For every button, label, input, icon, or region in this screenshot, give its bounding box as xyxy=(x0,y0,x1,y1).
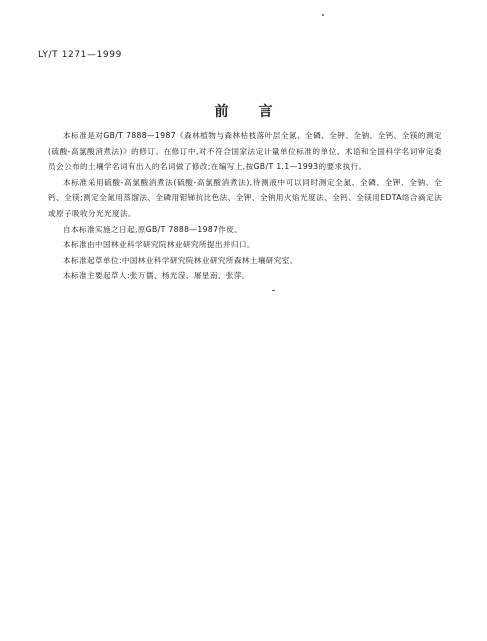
paragraph-method: 本标准采用硫酸-高氯酸消煮法(硫酸-高氯酸消煮法),待测液中可以同时测定全氮、全磷、全钾、全钠、全钙、全镁;测定全氮用蒸馏法、全磷用钼锑抗比色法、全钾、全钠用火焰光度法、全钙、全镁用EDTA络合滴定法或原子吸收分光光度法。 xyxy=(48,177,442,218)
paragraph-proposer: 本标准由中国林业科学研究院林业研究所提出并归口。 xyxy=(63,240,255,250)
page-title: 前言 xyxy=(214,104,303,120)
foreword-body xyxy=(48,128,442,284)
paragraph-drafters: 本标准主要起草人:张万儒、杨光滢、屠星南、张萍。 xyxy=(63,271,250,281)
paragraph-drafting-unit: 本标准起草单位:中国林业科学研究院林业研究所森林土壤研究室。 xyxy=(63,255,298,265)
paragraph-supersede: 自本标准实施之日起,原GB/T 7888—1987作废。 xyxy=(63,224,243,234)
scan-speck xyxy=(272,290,275,291)
standard-code: LY/T 1271—1999 xyxy=(38,50,122,60)
scan-speck xyxy=(322,14,324,16)
paragraph-revision-note: 本标准是对GB/T 7888—1987《森林植物与森林枯枝落叶层全氮、全磷、全钾、全钠、全钙、全镁的测定(硫酸-高氯酸消煮法)》的修订。在修订中,对不符合国家法定计量单位标准的单位、术语和全国科学名词审定委员会公布的土壤学名词有出入的名词做了修改;在编写上,按GB/T 1.1—1993的要求执行。 xyxy=(48,131,442,172)
